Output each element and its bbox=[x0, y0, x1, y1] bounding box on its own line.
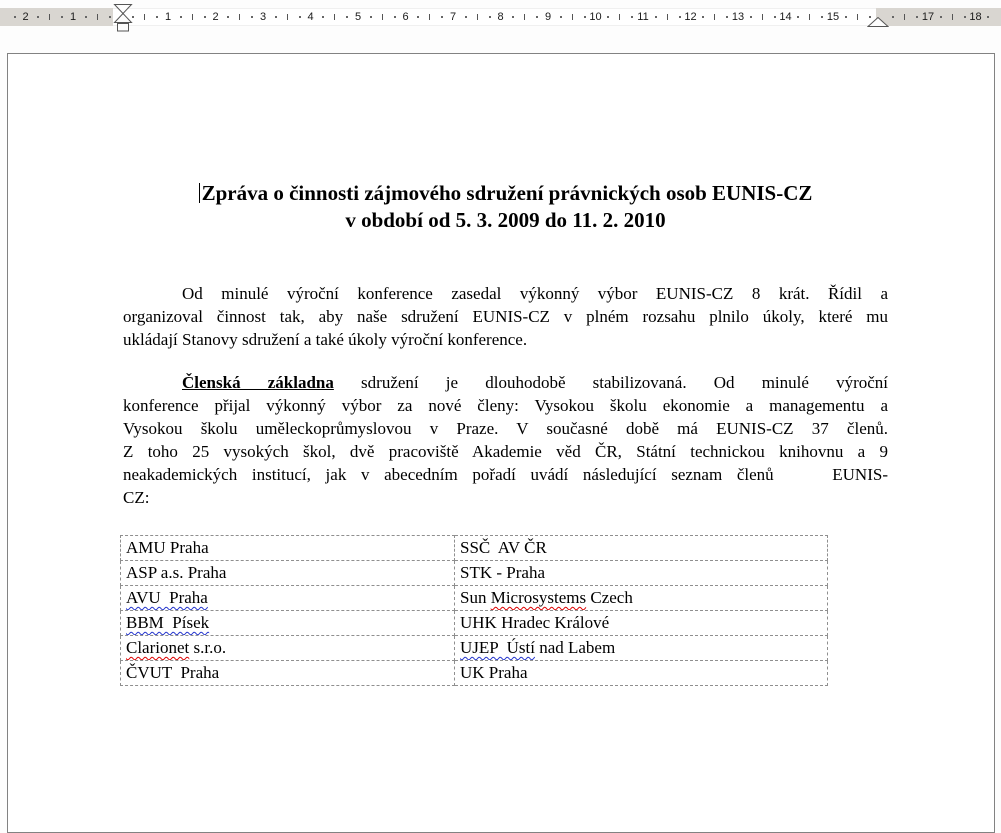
member-name-text: AMU Praha bbox=[126, 538, 209, 557]
ruler-dot bbox=[346, 16, 348, 18]
table-row bbox=[121, 536, 828, 561]
ruler-dot bbox=[441, 16, 443, 18]
spelling-error-text: Microsystems bbox=[490, 588, 587, 607]
ruler-dot bbox=[631, 16, 633, 18]
ruler-dot bbox=[655, 16, 657, 18]
member-name-text: ASP a.s. Praha bbox=[126, 563, 227, 582]
ruler-dot bbox=[607, 16, 609, 18]
member-cell-right-6[interactable] bbox=[455, 661, 828, 686]
ruler-number: 6 bbox=[402, 11, 409, 23]
ruler-dot bbox=[132, 16, 134, 18]
title-line-2-text: v období od 5. 3. 2009 do 11. 2. 2010 bbox=[345, 208, 666, 232]
ruler-dot bbox=[370, 16, 372, 18]
member-name-text: Sun bbox=[460, 588, 491, 607]
members-table[interactable] bbox=[120, 535, 828, 686]
paragraph-1-line-1[interactable]: Od minulé výroční konference zasedal výkonný výbor EUNIS-CZ 8 krát. Řídil a bbox=[182, 284, 888, 303]
table-row bbox=[121, 586, 828, 611]
member-name-text: ČVUT Praha bbox=[126, 663, 220, 682]
table-row bbox=[121, 661, 828, 686]
ruler-number: 13 bbox=[731, 11, 745, 23]
ruler-dot bbox=[204, 16, 206, 18]
ruler-number: 1 bbox=[69, 11, 77, 23]
ruler-number: 18 bbox=[969, 11, 982, 23]
table-row bbox=[121, 636, 828, 661]
ruler-number: 14 bbox=[779, 11, 792, 23]
ruler-number: 17 bbox=[921, 11, 935, 23]
ruler-number: 5 bbox=[354, 11, 362, 23]
member-cell-right-2[interactable] bbox=[455, 561, 828, 586]
ruler-dot bbox=[394, 16, 396, 18]
ruler-dot bbox=[750, 16, 752, 18]
page-content bbox=[8, 54, 888, 686]
ruler-number: 3 bbox=[259, 11, 267, 23]
member-cell-left-2[interactable] bbox=[121, 561, 455, 586]
ruler-number: 7 bbox=[449, 11, 457, 23]
ruler-dot bbox=[322, 16, 324, 18]
ruler-dot bbox=[14, 16, 16, 18]
ruler-dot bbox=[869, 16, 871, 18]
ruler-number: 15 bbox=[826, 11, 840, 23]
ruler-dot bbox=[679, 16, 681, 18]
member-cell-right-4[interactable] bbox=[455, 611, 828, 636]
ruler-tick bbox=[952, 14, 953, 20]
ruler-number: 1 bbox=[164, 11, 172, 23]
paragraph-2-line-5[interactable]: neakademických institucí, jak v abecedním pořadí uvádí následující seznam členů EUNIS- bbox=[123, 465, 888, 484]
ruler-dot bbox=[109, 16, 111, 18]
right-indent-marker-icon[interactable] bbox=[867, 17, 889, 27]
ruler-dot bbox=[227, 16, 229, 18]
ruler-number: 10 bbox=[589, 11, 602, 23]
ruler-number: 2 bbox=[22, 11, 29, 23]
title-line-1-text: Zpráva o činnosti zájmového sdružení právnických osob EUNIS-CZ bbox=[201, 181, 813, 205]
text-cursor bbox=[199, 183, 200, 203]
paragraph-2[interactable] bbox=[123, 371, 888, 509]
ruler-dot bbox=[251, 16, 253, 18]
table-row bbox=[121, 561, 828, 586]
member-name-text: UHK Hradec Králové bbox=[460, 613, 610, 632]
document-title[interactable] bbox=[123, 180, 888, 234]
ruler-tick bbox=[904, 14, 905, 20]
ruler-dot bbox=[916, 16, 918, 18]
ruler-tick bbox=[762, 14, 763, 20]
horizontal-ruler[interactable] bbox=[0, 0, 1001, 36]
members-base-lead-term: Členská základna bbox=[182, 373, 334, 392]
member-cell-left-1[interactable] bbox=[121, 536, 455, 561]
ruler-tick bbox=[287, 14, 288, 20]
ruler-dot bbox=[512, 16, 514, 18]
ruler-tick bbox=[144, 14, 145, 20]
ruler-dot bbox=[821, 16, 823, 18]
ruler-dot bbox=[85, 16, 87, 18]
paragraph-2-line-1-rest: sdružení je dlouhodobě stabilizovaná. Od minulé výroční bbox=[333, 373, 888, 392]
ruler-right-margin-zone bbox=[876, 8, 1001, 26]
member-cell-left-4[interactable] bbox=[121, 611, 455, 636]
ruler-number: 9 bbox=[544, 11, 552, 23]
ruler-dot bbox=[180, 16, 182, 18]
ruler-dot bbox=[275, 16, 277, 18]
ruler-dot bbox=[774, 16, 776, 18]
ruler-tick bbox=[619, 14, 620, 20]
paragraph-2-line-2[interactable]: konference přijal výkonný výbor za nové členy: Vysokou školu ekonomie a managementu a bbox=[123, 396, 888, 415]
member-cell-left-3[interactable] bbox=[121, 586, 455, 611]
ruler-tick bbox=[382, 14, 383, 20]
ruler-tick bbox=[857, 14, 858, 20]
members-table-body bbox=[121, 536, 828, 686]
ruler-number: 2 bbox=[212, 11, 219, 23]
member-cell-left-5[interactable] bbox=[121, 636, 455, 661]
ruler-number: 8 bbox=[497, 11, 504, 23]
member-name-text: UK Praha bbox=[460, 663, 528, 682]
ruler-tick bbox=[524, 14, 525, 20]
ruler-tick bbox=[97, 14, 98, 20]
ruler-tick bbox=[192, 14, 193, 20]
ruler-dot bbox=[299, 16, 301, 18]
ruler-dot bbox=[465, 16, 467, 18]
ruler-dot bbox=[987, 16, 989, 18]
ruler-dot bbox=[702, 16, 704, 18]
ruler-tick bbox=[49, 14, 50, 20]
left-indent-markers-icon[interactable] bbox=[110, 4, 136, 32]
ruler-dot bbox=[37, 16, 39, 18]
ruler-dot bbox=[489, 16, 491, 18]
ruler-dot bbox=[536, 16, 538, 18]
member-cell-left-6[interactable] bbox=[121, 661, 455, 686]
member-name-text: Czech bbox=[586, 588, 633, 607]
ruler-number: 11 bbox=[637, 11, 649, 23]
member-cell-right-3[interactable] bbox=[455, 586, 828, 611]
ruler-tick bbox=[714, 14, 715, 20]
member-name-text: STK - Praha bbox=[460, 563, 545, 582]
title-line-2[interactable] bbox=[123, 207, 888, 234]
ruler-dot bbox=[892, 16, 894, 18]
member-name-text: nad Labem bbox=[534, 638, 616, 657]
document-page[interactable] bbox=[7, 53, 995, 833]
ruler-dot bbox=[940, 16, 942, 18]
paragraph-2-line-3[interactable]: Vysokou školu uměleckoprůmyslovou v Praze. V současné době má EUNIS-CZ 37 členů. bbox=[123, 419, 888, 438]
table-row bbox=[121, 611, 828, 636]
member-cell-right-1[interactable] bbox=[455, 536, 828, 561]
ruler-dot bbox=[156, 16, 158, 18]
ruler-tick bbox=[429, 14, 430, 20]
grammar-error-text: AVU Praha bbox=[126, 588, 208, 607]
grammar-error-text: BBM Písek bbox=[126, 613, 210, 632]
ruler-dot bbox=[61, 16, 63, 18]
ruler-tick bbox=[572, 14, 573, 20]
ruler-dot bbox=[964, 16, 966, 18]
ruler-dot bbox=[797, 16, 799, 18]
ruler-number: 4 bbox=[307, 11, 314, 23]
member-cell-right-5[interactable] bbox=[455, 636, 828, 661]
paragraph-1-line-3[interactable]: ukládají Stanovy sdružení a také úkoly výroční konference. bbox=[123, 330, 528, 349]
grammar-error-text: UJEP Ústí bbox=[460, 638, 535, 657]
title-line-1[interactable] bbox=[123, 180, 888, 207]
paragraph-1-line-2[interactable]: organizoval činnost tak, aby naše sdružení EUNIS-CZ v plném rozsahu plnilo úkoly, které mu bbox=[123, 307, 888, 326]
ruler-number: 12 bbox=[684, 11, 697, 23]
ruler-dot bbox=[417, 16, 419, 18]
paragraph-2-line-1[interactable] bbox=[123, 371, 888, 394]
ruler-dot bbox=[584, 16, 586, 18]
member-name-text: SSČ AV ČR bbox=[460, 538, 547, 557]
ruler-dot bbox=[560, 16, 562, 18]
ruler-tick bbox=[334, 14, 335, 20]
paragraph-2-line-6[interactable]: CZ: bbox=[123, 488, 150, 507]
spelling-error-text: Clarionet bbox=[126, 638, 190, 657]
ruler-dot bbox=[845, 16, 847, 18]
ruler-tick bbox=[667, 14, 668, 20]
ruler-tick bbox=[809, 14, 810, 20]
ruler-tick bbox=[477, 14, 478, 20]
paragraph-2-line-4[interactable]: Z toho 25 vysokých škol, dvě pracoviště Akademie věd ČR, Státní technickou knihovnu a 9 bbox=[123, 442, 888, 461]
ruler-dot bbox=[726, 16, 728, 18]
paragraph-1[interactable] bbox=[123, 282, 888, 351]
member-name-text: s.r.o. bbox=[189, 638, 227, 657]
ruler-tick bbox=[239, 14, 240, 20]
